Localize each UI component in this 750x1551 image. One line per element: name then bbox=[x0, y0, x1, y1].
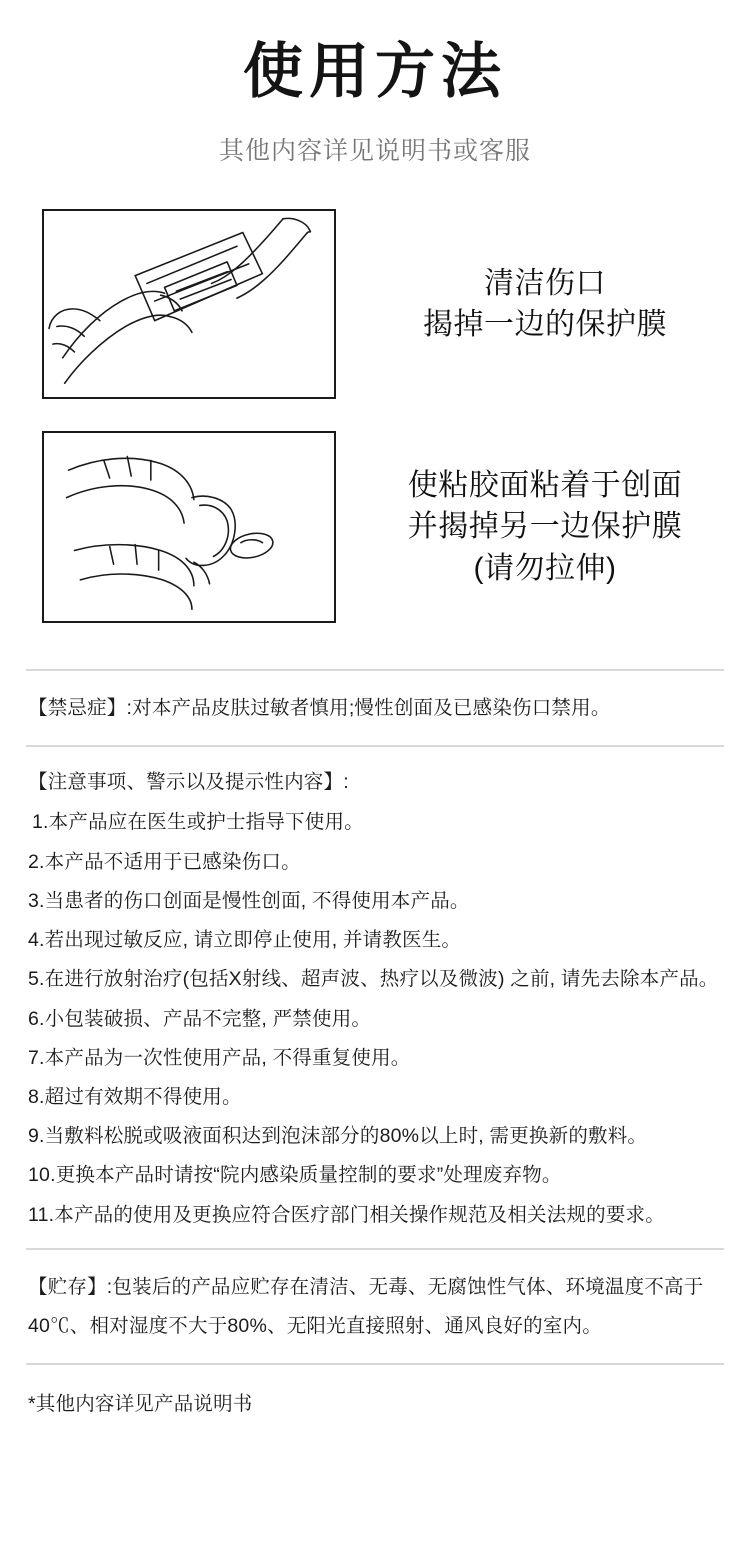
note-item-11: 11.本产品的使用及更换应符合医疗部门相关操作规范及相关法规的要求。 bbox=[28, 1203, 665, 1226]
storage-section bbox=[0, 1250, 750, 1363]
note-item-2: 2.本产品不适用于已感染伤口。 bbox=[28, 850, 301, 873]
step-1 bbox=[0, 209, 750, 399]
note-item-5: 5.在进行放射治疗(包括X射线、超声波、热疗以及微波) 之前, 请先去除本产品。 bbox=[28, 968, 719, 991]
storage-line-2: 40℃、相对湿度不大于80%、无阳光直接照射、通风良好的室内。 bbox=[28, 1315, 602, 1338]
note-item-8: 8.超过有效期不得使用。 bbox=[28, 1085, 242, 1108]
hand-applying-dressing-illustration bbox=[42, 431, 336, 623]
note-item-1: 1.本产品应在医生或护士指导下使用。 bbox=[32, 811, 364, 834]
contraindication-section bbox=[0, 671, 750, 745]
step-2 bbox=[0, 431, 750, 623]
note-item-7: 7.本产品为一次性使用产品, 不得重复使用。 bbox=[28, 1046, 411, 1069]
steps-section bbox=[0, 209, 750, 623]
note-item-4: 4.若出现过敏反应, 请立即停止使用, 并请教医生。 bbox=[28, 929, 462, 952]
step-1-line-2: 揭掉一边的保护膜 bbox=[423, 308, 667, 341]
note-item-6: 6.小包装破损、产品不完整, 严禁使用。 bbox=[28, 1007, 372, 1030]
page-subtitle: 其他内容详见说明书或客服 bbox=[218, 137, 531, 165]
footnote-section bbox=[0, 1365, 750, 1435]
step-2-text bbox=[336, 465, 750, 589]
step-2-line-1: 使粘胶面粘着于创面 bbox=[407, 468, 683, 502]
steps-bottom-spacer bbox=[0, 623, 750, 669]
footnote-text: *其他内容详见产品说明书 bbox=[28, 1393, 253, 1416]
note-item-10: 10.更换本产品时请按“院内感染质量控制的要求”处理废弃物。 bbox=[28, 1164, 562, 1187]
hand-peeling-film-illustration bbox=[42, 209, 336, 399]
note-item-3: 3.当患者的伤口创面是慢性创面, 不得使用本产品。 bbox=[28, 889, 470, 912]
step-1-line-1: 清洁伤口 bbox=[484, 266, 606, 300]
storage-line-1: 【贮存】:包装后的产品应贮存在清洁、无毒、无腐蚀性气体、环境温度不高于 bbox=[28, 1275, 704, 1298]
notes-section bbox=[0, 747, 750, 1248]
page-title: 使用方法 bbox=[243, 38, 507, 105]
step-1-text bbox=[336, 263, 750, 346]
note-item-9: 9.当敷料松脱或吸液面积达到泡沫部分的80%以上时, 需更换新的敷料。 bbox=[28, 1125, 648, 1148]
step-2-line-3: (请勿拉伸) bbox=[473, 551, 617, 585]
notes-heading: 【注意事项、警示以及提示性内容】: bbox=[28, 771, 349, 794]
contraindication-text: 【禁忌症】:对本产品皮肤过敏者慎用;慢性创面及已感染伤口禁用。 bbox=[28, 697, 611, 719]
step-2-line-2: 并揭掉另一边保护膜 bbox=[407, 510, 683, 544]
